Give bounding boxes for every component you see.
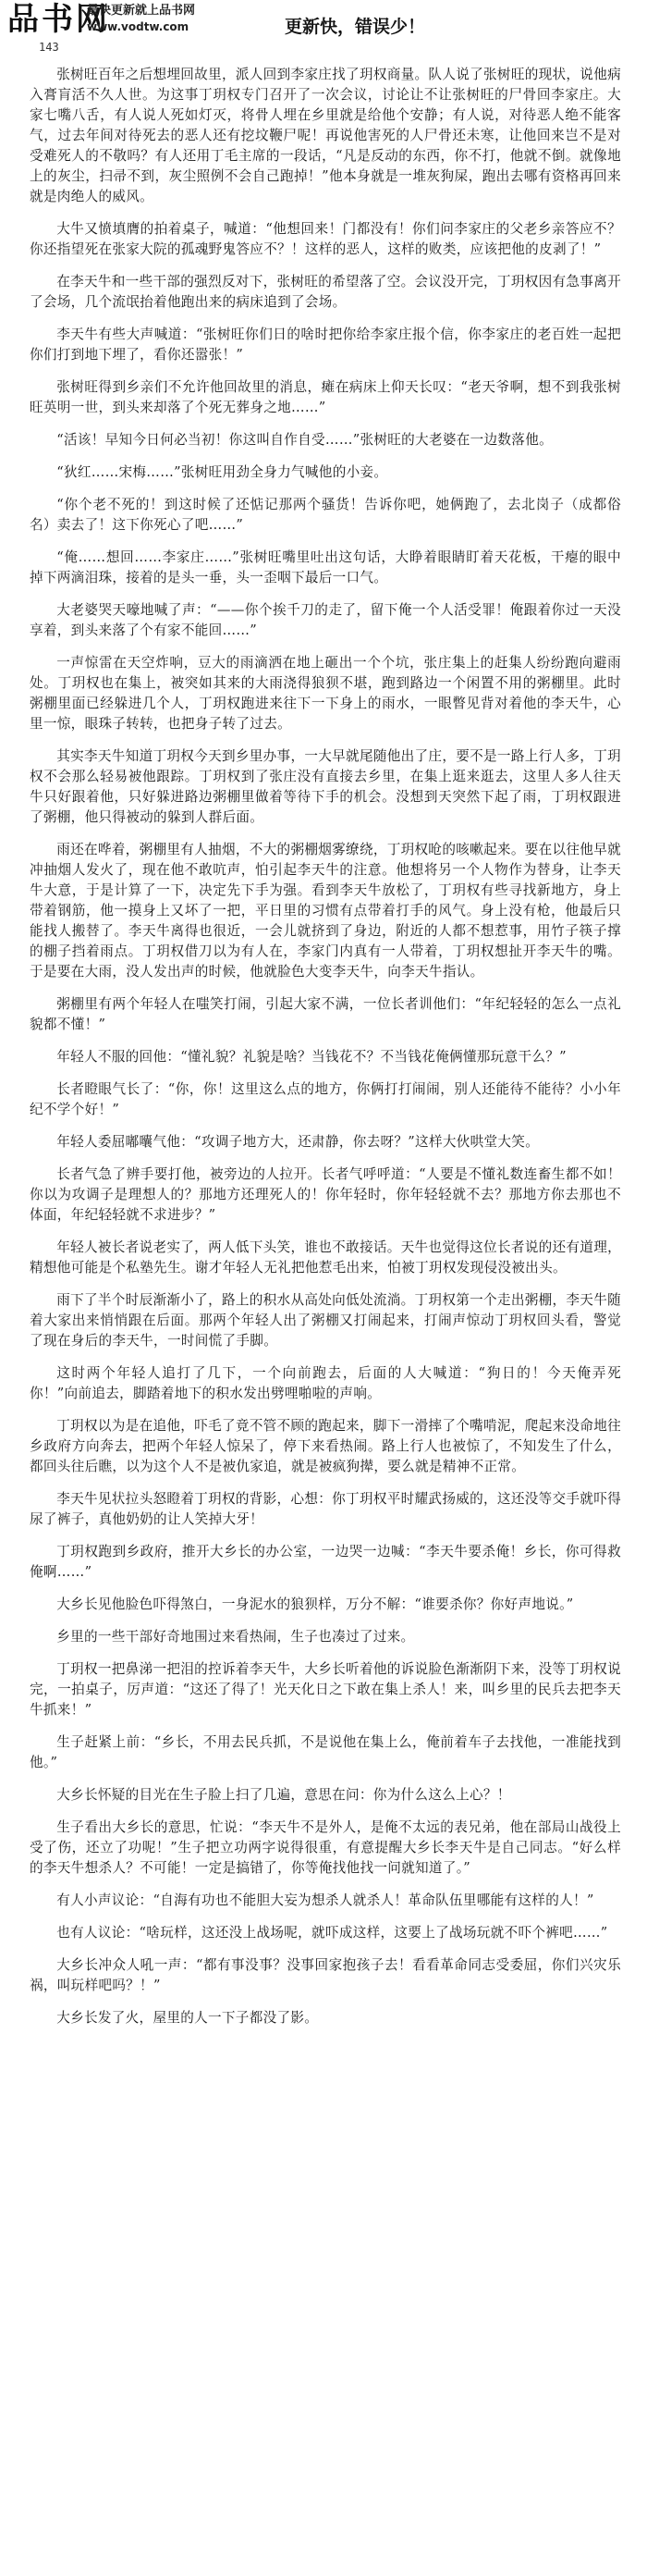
paragraph: “狄红……宋梅……”张树旺用劲全身力气喊他的小妾。 — [56, 464, 388, 480]
paragraph: 在李天牛和一些干部的强烈反对下，张树旺的希望落了空。会议没开完，丁玥权因有急事离开了会场，几个流氓抬着他跑出来的病床追到了会场。 — [30, 274, 621, 310]
paragraph: 一声惊雷在天空炸响，豆大的雨滴洒在地上砸出一个个坑，张庄集上的赶集人纷纷跑向避雨处。丁玥权也在集上，被突如其来的大雨浇得狼狈不堪，跑到路边一个闲置不用的粥棚里。此时粥棚里面已经躲进几个人，丁玥权跑进来往下一下身上的雨水，一眼瞥见背对着他的李天牛，心里一惊，眼珠子转转，也把身子转了过去。 — [30, 655, 621, 732]
paragraph: 大老婆哭天嚎地喊了声：“——你个挨千刀的走了，留下俺一个人活受罪！俺跟着你过一天没享着，到头来落了个有家不能回……” — [30, 602, 621, 638]
paragraph: 生子看出大乡长的意思，忙说：“李天牛不是外人，是俺不太远的表兄弟，他在部局山战役上受了伤，还立了功呢！”生子把立功两字说得很重，有意提醒大乡长李天牛是自己同志。“好么样的李天牛想杀人？不可能！一定是搞错了，你等俺找他找一问就知道了。” — [30, 1819, 621, 1876]
paragraph: “你个老不死的！到这时候了还惦记那两个骚货！告诉你吧，她俩跑了，去北岗子（成都俗名）卖去了！这下你死心了吧……” — [30, 497, 621, 533]
paragraph: 张树旺百年之后想埋回故里，派人回到李家庄找了玥权商量。队人说了张树旺的现状，说他病入膏肓活不久人世。为这事丁玥权专门召开了一次会议，讨论让不让张树旺的尸骨回李家庄。大家七嘴八舌，有人说人死如灯灭，将骨人埋在乡里就是给他个安静；有人说，对待恶人绝不能客气，过去年间对待死去的恶人还有挖坟鞭尸呢！再说他害死的人尸骨还未寒，让他回来岂不是对受难死人的不敬吗？有人还用丁毛主席的一段话，“凡是反动的东西，你不打，他就不倒。就像地上的灰尘，扫帚不到，灰尘照例不会自己跑掉！”他本身就是一堆灰狗屎，跑出去哪有资格再回来就是肉绝人的威风。 — [30, 67, 621, 204]
site-slogan: 更新快，错误少！ — [285, 17, 426, 37]
paragraph: “俺……想回……李家庄……”张树旺嘴里吐出这句话，大睁着眼睛盯着天花板，干瘪的眼中掉下两滴泪珠，接着的是头一垂，头一歪咽下最后一口气。 — [30, 549, 621, 585]
paragraph: 丁玥权跑到乡政府，推开大乡长的办公室，一边哭一边喊：“李天牛要杀俺！乡长，你可得救俺啊……” — [30, 1544, 621, 1580]
paragraph: 长者瞪眼气长了：“你，你！这里这么点的地方，你俩打打闹闹，别人还能待不能待？小小年纪不学个好！” — [30, 1081, 621, 1117]
paragraph: 长者气急了辨手要打他，被旁边的人拉开。长者气呼呼道：“人要是不懂礼数连畜生都不如！你以为攻调子是理想人的？那地方还理死人的！你年轻时，你年轻轻就不去？那地方你去那也不体面，年纪轻轻就不求进步？” — [30, 1166, 621, 1223]
paragraph: 大乡长见他脸色吓得煞白，一身泥水的狼狈样，万分不解：“谁要杀你？你好声地说。” — [56, 1596, 574, 1612]
paragraph: 这时两个年轻人追打了几下，一个向前跑去，后面的人大喊道：“狗日的！今天俺弄死你！”向前追去，脚踏着地下的积水发出劈哩啪啦的声响。 — [30, 1365, 621, 1401]
paragraph: 丁玥权一把鼻涕一把泪的控诉着李天牛，大乡长听着他的诉说脸色渐渐阴下来，没等丁玥权说完，一拍桌子，厉声道：“这还了得了！光天化日之下敢在集上杀人！来，叫乡里的民兵去把李天牛抓来！” — [30, 1661, 621, 1718]
paragraph: 张树旺得到乡亲们不允许他回故里的消息，瘫在病床上仰天长叹：“老天爷啊，想不到我张树旺英明一世，到头来却落了个死无葬身之地……” — [30, 379, 621, 415]
paragraph: 也有人议论：“啥玩样，这还没上战场呢，就吓成这样，这要上了战场玩就不吓个裤吧……” — [56, 1925, 608, 1941]
paragraph: 大乡长冲众人吼一声：“都有事没事？没事回家抱孩子去！看看革命同志受委屈，你们兴灾乐祸，叫玩样吧吗？！” — [30, 1957, 621, 1993]
paragraph: 年轻人被长者说老实了，两人低下头笑，谁也不敢接话。天牛也觉得这位长者说的还有道理，精想他可能是个私塾先生。谢才年轻人无礼把他惹毛出来，怕被丁玥权发现侵没被出头。 — [30, 1239, 621, 1276]
paragraph: 年轻人不服的回他：“懂礼貌？礼貌是啥？当钱花不？不当钱花俺俩懂那玩意干么？” — [56, 1049, 567, 1065]
paragraph: 大牛又愤填膺的拍着桌子，喊道：“他想回来！门都没有！你们问李家庄的父老乡亲答应不？你还指望死在张家大院的孤魂野鬼答应不？！这样的恶人，这样的败类，应该把他的皮剥了！” — [30, 221, 621, 257]
paragraph: 李天牛有些大声喊道：“张树旺你们日的啥时把你给李家庄报个信，你李家庄的老百姓一起把你们打到地下埋了，看你还嚣张！” — [30, 327, 621, 363]
logo-url: www.vodtw.com — [87, 20, 189, 33]
chapter-text — [30, 65, 621, 2040]
site-header — [7, 0, 640, 55]
paragraph: 雨还在哗着，粥棚里有人抽烟，不大的粥棚烟雾缭绕，丁玥权呛的咳嗽起来。要在以往他早就冲抽烟人发火了，现在他不敢吭声，怕引起李天牛的注意。他想将另一个人物作为替身，让李天牛大意，于是计算了一下，决定先下手为强。看到李天牛放松了，丁玥权有些寻找新地方，身上带着钢筋，他一摸身上又坏了一把，平日里的习惯有点带着打手的风气。身上没有枪，他最后只能找人搬替了。李天牛离得也很近，一会儿就挤到了身边，附近的人都不想惹事，用竹子筷子撑的棚子挡着雨点。丁玥权借刀以为有人在，李家门内真有一人带着，丁玥权想扯开李天牛的嘴。于是要在大雨，没人发出声的时候，他就脸色大变李天牛，向李天牛指认。 — [30, 842, 621, 980]
paragraph: 粥棚里有两个年轻人在嗤笑打闹，引起大家不满，一位长者训他们：“年纪轻轻的怎么一点礼貌都不懂！” — [30, 996, 621, 1032]
paragraph: 雨下了半个时辰渐渐小了，路上的积水从高处向低处流淌。丁玥权第一个走出粥棚，李天牛随着大家出来悄悄跟在后面。那两个年轻人出了粥棚又打闹起来，打闹声惊动丁玥权回头看，警觉了现在身后的李天牛，一时间慌了手脚。 — [30, 1292, 621, 1349]
paragraph: “活该！早知今日何必当初！你这叫自作自受……”张树旺的大老婆在一边数落他。 — [56, 432, 553, 448]
paragraph: 有人小声议论：“自海有功也不能胆大妄为想杀人就杀人！革命队伍里哪能有这样的人！” — [56, 1892, 594, 1908]
site-logo: 品书网 — [7, 1, 110, 38]
paragraph: 年轻人委屈嘟囔气他：“攻调子地方大，还肃静，你去呀？”这样大伙哄堂大笑。 — [56, 1134, 540, 1150]
paragraph: 李天牛见状拉头怒瞪着丁玥权的背影，心想：你丁玥权平时耀武扬威的，这还没等交手就吓得尿了裤子，真他奶奶的让人笑掉大牙！ — [30, 1491, 621, 1527]
paragraph: 丁玥权以为是在追他，吓毛了竟不管不顾的跑起来，脚下一滑摔了个嘴啃泥，爬起来没命地往乡政府方向奔去，把两个年轻人惊呆了，停下来看热闹。路上行人也被惊了，不知发生了什么，都回头往后瞧，以为这个人不是被仇家追，就是被疯狗撵，要么就是精神不正常。 — [30, 1418, 621, 1474]
page-number: 143 — [39, 41, 59, 54]
logo-tagline: 最快更新就上品书网 — [87, 4, 196, 18]
paragraph: 其实李天牛知道丁玥权今天到乡里办事，一大早就尾随他出了庄，要不是一路上行人多，丁玥权不会那么轻易被他跟踪。丁玥权到了张庄没有直接去乡里，在集上逛来逛去，这里人多人往天牛只好跟着他，只好躲进路边粥棚里做着等待下手的机会。没想到天突然下起了雨，丁玥权跟进了粥棚，他只得被动的躲到人群后面。 — [30, 748, 621, 825]
paragraph: 生子赶紧上前：“乡长，不用去民兵抓，不是说他在集上么，俺前着车子去找他，一准能找到他。” — [30, 1734, 621, 1770]
paragraph: 乡里的一些干部好奇地围过来看热闹，生子也凑过了过来。 — [56, 1629, 415, 1645]
paragraph: 大乡长怀疑的目光在生子脸上扫了几遍，意思在问：你为什么这么上心？！ — [56, 1787, 511, 1803]
paragraph: 大乡长发了火，屋里的人一下子都没了影。 — [56, 2010, 319, 2026]
